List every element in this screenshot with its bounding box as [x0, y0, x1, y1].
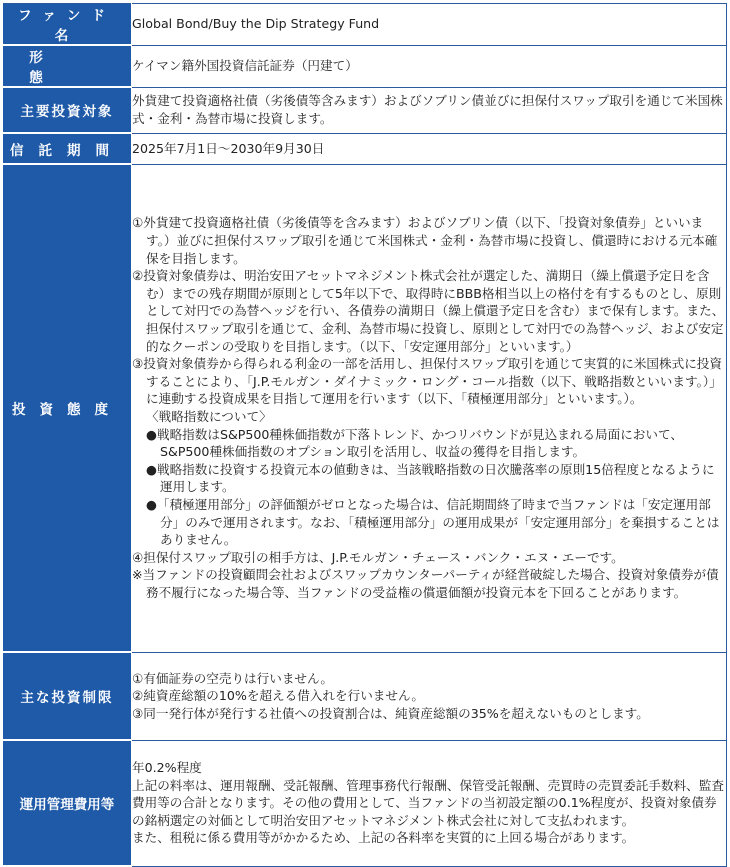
attitude-item-1: ①外貨建て投資適格社債（劣後債等を含みます）およびソブリン債（以下、「投資対象債券」といいます。）並びに担保付スワップ取引を通じて米国株式・金利・為替市場に投資し、償還時における元本確保を目指します。 — [132, 215, 718, 266]
row-form — [3, 45, 727, 87]
label-text: 形態 — [29, 50, 105, 86]
label-investment-attitude — [3, 164, 132, 652]
attitude-subheading: 〈戦略指数について〉 — [146, 409, 272, 424]
label-main-target — [3, 87, 132, 133]
fund-info-table — [3, 3, 727, 867]
row-fund-name — [3, 4, 727, 46]
label-text: 投資態度 — [12, 402, 122, 418]
row-investment-restrictions — [3, 652, 727, 740]
content-form — [132, 45, 727, 87]
row-main-target — [3, 87, 727, 133]
label-form-text — [3, 46, 131, 86]
restriction-item-1: ①有価証券の空売りは行いません。 — [132, 670, 333, 686]
content-fund-name — [132, 4, 727, 46]
fee-rate: 年0.2%程度 — [132, 760, 202, 776]
content-management-fees — [132, 740, 727, 866]
content-main-target — [132, 87, 727, 133]
fee-description: 上記の料率は、運用報酬、受託報酬、管理事務代行報酬、保管受託報酬、売買時の売買委託手数料、監査費用等の合計となります。その他の費用として、当ファンドの当初設定額の0.1%程度が、投資対象債券の銘柄選定の対価として明治安田アセットマネジメント株式会社に対して支払われます。 — [132, 777, 724, 828]
label-trust-period — [3, 133, 132, 164]
fee-tax-note: また、租税に係る費用等がかかるため、上記の各料率を実質的に上回る場合があります。 — [132, 830, 635, 846]
attitude-item-3: ③投資対象債券から得られる利金の一部を活用し、担保付スワップ取引を通じて実質的に米国株式に投資することにより、「J.P.モルガン・ダイナミック・ロング・コール指数（以下、戦略指数といいます。）」に連動する投資成果を目指して運用を行います（以下、「積極運用部分」といいます。）。 — [132, 356, 722, 407]
label-text: 主要投資対象 — [20, 104, 114, 120]
label-fund-name — [3, 4, 132, 46]
trust-period-text: 2025年7月1日～2030年9月30日 — [132, 140, 325, 156]
content-trust-period — [132, 133, 727, 164]
attitude-note: ※当ファンドの投資顧問会社およびスワップカウンターパーティが経営破綻した場合、投資対象債券が債務不履行になった場合等、当ファンドの受益権の償還価額が投資元本を下回ることがあります。 — [132, 567, 719, 600]
attitude-bullet-2: ●戦略指数に投資する投資元本の値動きは、当該戦略指数の日次騰落率の原則15倍程度となるように運用します。 — [146, 461, 715, 495]
fund-name-text: Global Bond/Buy the Dip Strategy Fund — [132, 16, 380, 32]
attitude-item-4: ④担保付スワップ取引の相手方は、J.P.モルガン・チェース・バンク・エヌ・エーです。 — [132, 549, 624, 565]
label-text: 信託期間 — [10, 142, 124, 159]
main-target-text: 外貨建て投資適格社債（劣後債等含みます）およびソブリン債並びに担保付スワップ取引を通じて米国株式・金利・為替市場に投資します。 — [132, 93, 723, 126]
label-investment-restrictions — [3, 652, 132, 740]
label-text: 主な投資制限 — [20, 690, 114, 706]
fund-summary-sheet — [3, 3, 727, 867]
attitude-bullet-1: ●戦略指数はS&P500種株価指数が下落トレンド、かつリバウンドが見込まれる局面において、S&P500種株価指数のオプション取引を活用し、収益の獲得を目指します。 — [146, 426, 683, 460]
label-management-fees — [3, 740, 132, 866]
row-trust-period — [3, 133, 727, 164]
label-fund-name-text — [3, 4, 131, 44]
label-text: 運用管理費用等 — [19, 797, 115, 813]
label-form — [3, 45, 132, 87]
label-text: ファンド名 — [18, 8, 116, 44]
attitude-bullet-3: ●「積極運用部分」の評価額がゼロとなった場合は、信託期間終了時まで当ファンドは「安定運用部分」のみで運用されます。なお、「積極運用部分」の運用成果が「安定運用部分」を棄損することはありません。 — [146, 496, 720, 548]
restriction-item-2: ②純資産総額の10%を超える借入れを行いません。 — [132, 688, 424, 704]
form-text: ケイマン籍外国投資信託証券（円建て） — [132, 58, 358, 74]
row-management-fees — [3, 740, 727, 866]
row-investment-attitude — [3, 164, 727, 652]
attitude-item-2: ②投資対象債券は、明治安田アセットマネジメント株式会社が選定した、満期日（繰上償還予定日を含む）までの残存期間が原則として5年以下で、取得時にBBB格相当以上の格付を有するものとし、原則として対円での為替ヘッジを行い、各債券の満期日（繰上償還予定日を含む）まで保有します。また、担保付スワップ取引を通じて、金利、為替市場に投資し、原則として対円での為替ヘッジ、および安定的なクーポンの受取りを目指します。（以下、「安定運用部分」といいます。） — [132, 268, 725, 354]
content-investment-restrictions — [132, 652, 727, 740]
content-investment-attitude — [132, 164, 727, 652]
restriction-item-3: ③同一発行体が発行する社債への投資割合は、純資産総額の35%を超えないものとします。 — [132, 705, 649, 721]
